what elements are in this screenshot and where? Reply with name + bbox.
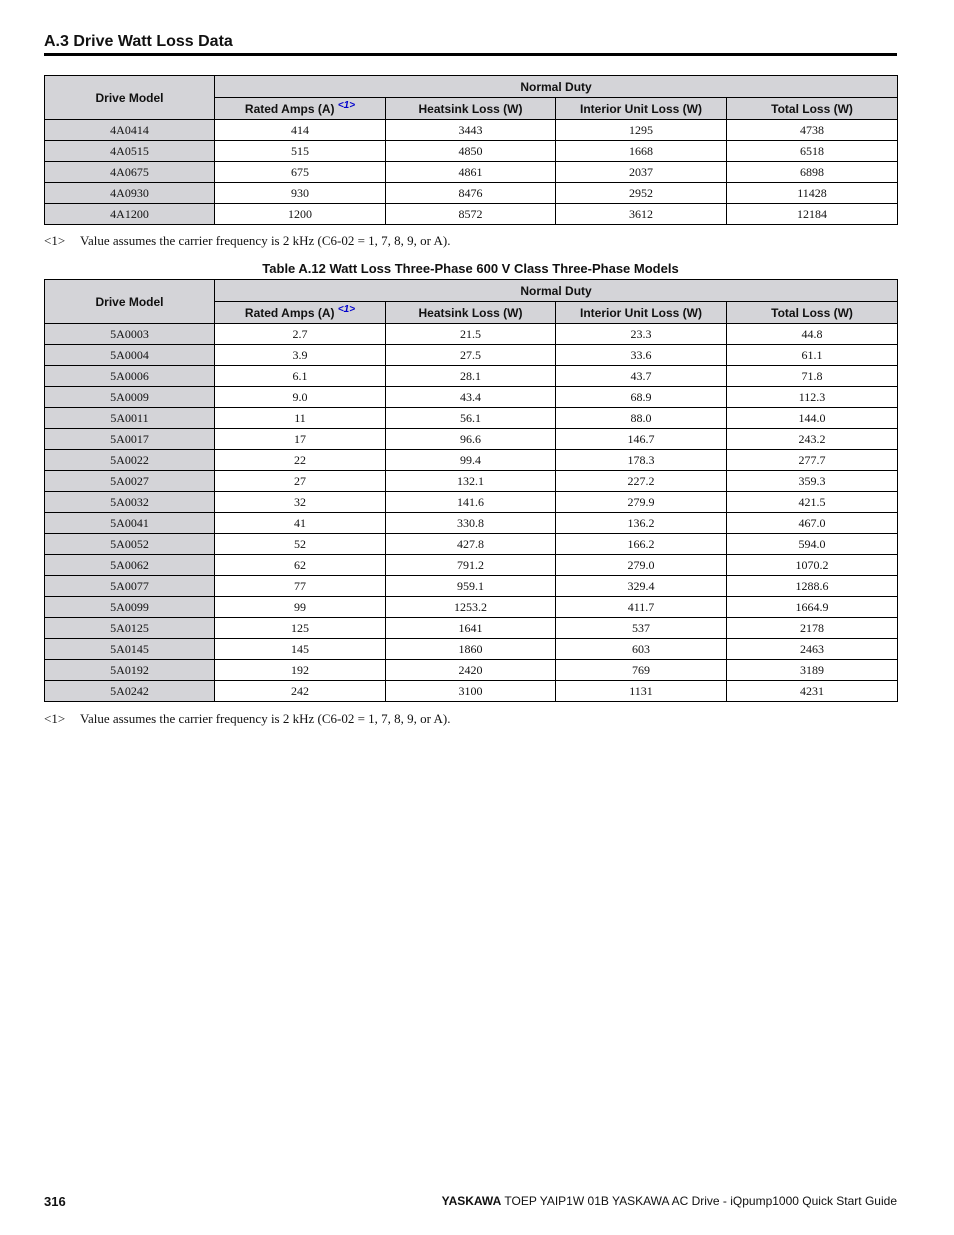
rated-amps-cell: 125: [215, 618, 386, 639]
drive-model-cell: 5A0004: [45, 345, 215, 366]
interior-loss-cell: 279.0: [556, 555, 727, 576]
interior-loss-cell: 23.3: [556, 324, 727, 345]
table-row: [45, 492, 898, 513]
interior-loss-cell: 178.3: [556, 450, 727, 471]
interior-loss-cell: 329.4: [556, 576, 727, 597]
table-row: [45, 141, 898, 162]
heatsink-loss-cell: 21.5: [386, 324, 556, 345]
total-loss-cell: 1070.2: [727, 555, 898, 576]
table-row: [45, 681, 898, 702]
rated-amps-cell: 32: [215, 492, 386, 513]
drive-model-cell: 5A0192: [45, 660, 215, 681]
total-loss-cell: 4231: [727, 681, 898, 702]
table-row: [45, 513, 898, 534]
footnote-text: Value assumes the carrier frequency is 2 kHz (C6-02 = 1, 7, 8, 9, or A).: [80, 233, 451, 248]
drive-model-cell: 5A0003: [45, 324, 215, 345]
table-row: [45, 183, 898, 204]
heatsink-loss-cell: 8572: [386, 204, 556, 225]
heatsink-loss-cell: 427.8: [386, 534, 556, 555]
footnote-text: Value assumes the carrier frequency is 2 kHz (C6-02 = 1, 7, 8, 9, or A).: [80, 711, 451, 726]
total-loss-cell: 4738: [727, 120, 898, 141]
total-loss-cell: 467.0: [727, 513, 898, 534]
total-loss-cell: 11428: [727, 183, 898, 204]
rated-amps-cell: 414: [215, 120, 386, 141]
header-heatsink-loss: Heatsink Loss (W): [386, 302, 556, 324]
table-row: [45, 450, 898, 471]
table-row: [45, 408, 898, 429]
footnote-ref-link[interactable]: <1>: [337, 303, 356, 315]
drive-model-cell: 5A0009: [45, 387, 215, 408]
rated-amps-cell: 27: [215, 471, 386, 492]
header-drive-model: Drive Model: [45, 280, 215, 324]
heatsink-loss-cell: 56.1: [386, 408, 556, 429]
total-loss-cell: 421.5: [727, 492, 898, 513]
interior-loss-cell: 2037: [556, 162, 727, 183]
rated-amps-cell: 2.7: [215, 324, 386, 345]
heatsink-loss-cell: 3100: [386, 681, 556, 702]
heatsink-loss-cell: 43.4: [386, 387, 556, 408]
interior-loss-cell: 33.6: [556, 345, 727, 366]
header-normal-duty: Normal Duty: [215, 280, 898, 302]
interior-loss-cell: 3612: [556, 204, 727, 225]
interior-loss-cell: 411.7: [556, 597, 727, 618]
heatsink-loss-cell: 3443: [386, 120, 556, 141]
total-loss-cell: 44.8: [727, 324, 898, 345]
rated-amps-cell: 515: [215, 141, 386, 162]
heatsink-loss-cell: 8476: [386, 183, 556, 204]
header-normal-duty: Normal Duty: [215, 76, 898, 98]
rated-amps-cell: 52: [215, 534, 386, 555]
rated-amps-cell: 3.9: [215, 345, 386, 366]
table-row: [45, 555, 898, 576]
total-loss-cell: 1664.9: [727, 597, 898, 618]
footnote-mark: <1>: [44, 233, 66, 248]
heatsink-loss-cell: 1253.2: [386, 597, 556, 618]
header-rated-amps: [215, 302, 386, 324]
total-loss-cell: 71.8: [727, 366, 898, 387]
drive-model-cell: 5A0125: [45, 618, 215, 639]
rated-amps-cell: 22: [215, 450, 386, 471]
table-row: [45, 345, 898, 366]
table-row: [45, 387, 898, 408]
drive-model-cell: 4A0414: [45, 120, 215, 141]
total-loss-cell: 277.7: [727, 450, 898, 471]
footer-brand: YASKAWA: [441, 1194, 502, 1208]
interior-loss-cell: 68.9: [556, 387, 727, 408]
header-interior-loss: Interior Unit Loss (W): [556, 98, 727, 120]
table2-footnote: [44, 711, 897, 727]
rated-amps-cell: 77: [215, 576, 386, 597]
table-row: [45, 471, 898, 492]
table-row: [45, 429, 898, 450]
table1-footnote: [44, 233, 897, 249]
table-row: [45, 597, 898, 618]
heatsink-loss-cell: 96.6: [386, 429, 556, 450]
drive-model-cell: 5A0145: [45, 639, 215, 660]
table-row: [45, 660, 898, 681]
header-interior-loss: Interior Unit Loss (W): [556, 302, 727, 324]
rated-amps-cell: 192: [215, 660, 386, 681]
header-rated-amps-label: Rated Amps (A): [244, 305, 335, 320]
interior-loss-cell: 88.0: [556, 408, 727, 429]
footnote-ref-link[interactable]: <1>: [337, 99, 356, 111]
total-loss-cell: 2463: [727, 639, 898, 660]
rated-amps-cell: 6.1: [215, 366, 386, 387]
table-row: [45, 639, 898, 660]
header-total-loss: Total Loss (W): [727, 98, 898, 120]
total-loss-cell: 144.0: [727, 408, 898, 429]
drive-model-cell: 5A0099: [45, 597, 215, 618]
total-loss-cell: 6518: [727, 141, 898, 162]
heatsink-loss-cell: 141.6: [386, 492, 556, 513]
drive-model-cell: 4A0675: [45, 162, 215, 183]
drive-model-cell: 4A0515: [45, 141, 215, 162]
total-loss-cell: 3189: [727, 660, 898, 681]
interior-loss-cell: 603: [556, 639, 727, 660]
drive-model-cell: 5A0077: [45, 576, 215, 597]
interior-loss-cell: 2952: [556, 183, 727, 204]
total-loss-cell: 1288.6: [727, 576, 898, 597]
header-rated-amps-label: Rated Amps (A): [244, 101, 335, 116]
table-row: [45, 534, 898, 555]
interior-loss-cell: 136.2: [556, 513, 727, 534]
watt-loss-table-400v: [44, 75, 898, 225]
interior-loss-cell: 1668: [556, 141, 727, 162]
interior-loss-cell: 146.7: [556, 429, 727, 450]
header-total-loss: Total Loss (W): [727, 302, 898, 324]
drive-model-cell: 4A0930: [45, 183, 215, 204]
rated-amps-cell: 11: [215, 408, 386, 429]
heatsink-loss-cell: 959.1: [386, 576, 556, 597]
interior-loss-cell: 227.2: [556, 471, 727, 492]
total-loss-cell: 112.3: [727, 387, 898, 408]
total-loss-cell: 12184: [727, 204, 898, 225]
interior-loss-cell: 166.2: [556, 534, 727, 555]
table-row: [45, 162, 898, 183]
heatsink-loss-cell: 132.1: [386, 471, 556, 492]
heatsink-loss-cell: 2420: [386, 660, 556, 681]
table-row: [45, 120, 898, 141]
table-row: [45, 618, 898, 639]
rated-amps-cell: 1200: [215, 204, 386, 225]
section-title: A.3 Drive Watt Loss Data: [44, 33, 897, 56]
table2-title: Table A.12 Watt Loss Three-Phase 600 V Class Three-Phase Models: [262, 261, 679, 276]
drive-model-cell: 4A1200: [45, 204, 215, 225]
header-heatsink-loss: Heatsink Loss (W): [386, 98, 556, 120]
interior-loss-cell: 769: [556, 660, 727, 681]
table-row: [45, 324, 898, 345]
total-loss-cell: 2178: [727, 618, 898, 639]
heatsink-loss-cell: 4850: [386, 141, 556, 162]
rated-amps-cell: 242: [215, 681, 386, 702]
table-row: [45, 204, 898, 225]
drive-model-cell: 5A0062: [45, 555, 215, 576]
heatsink-loss-cell: 330.8: [386, 513, 556, 534]
footer-doc-title: [442, 1194, 897, 1208]
drive-model-cell: 5A0032: [45, 492, 215, 513]
rated-amps-cell: 17: [215, 429, 386, 450]
rated-amps-cell: 41: [215, 513, 386, 534]
rated-amps-cell: 930: [215, 183, 386, 204]
total-loss-cell: 61.1: [727, 345, 898, 366]
drive-model-cell: 5A0041: [45, 513, 215, 534]
drive-model-cell: 5A0017: [45, 429, 215, 450]
footnote-mark: <1>: [44, 711, 66, 726]
drive-model-cell: 5A0052: [45, 534, 215, 555]
heatsink-loss-cell: 27.5: [386, 345, 556, 366]
header-rated-amps: [215, 98, 386, 120]
interior-loss-cell: 1131: [556, 681, 727, 702]
watt-loss-table-600v: [44, 279, 898, 702]
total-loss-cell: 243.2: [727, 429, 898, 450]
page-number: 316: [44, 1194, 66, 1209]
drive-model-cell: 5A0022: [45, 450, 215, 471]
heatsink-loss-cell: 1641: [386, 618, 556, 639]
rated-amps-cell: 9.0: [215, 387, 386, 408]
interior-loss-cell: 279.9: [556, 492, 727, 513]
table-row: [45, 366, 898, 387]
heatsink-loss-cell: 4861: [386, 162, 556, 183]
drive-model-cell: 5A0011: [45, 408, 215, 429]
total-loss-cell: 359.3: [727, 471, 898, 492]
rated-amps-cell: 145: [215, 639, 386, 660]
interior-loss-cell: 537: [556, 618, 727, 639]
total-loss-cell: 594.0: [727, 534, 898, 555]
drive-model-cell: 5A0006: [45, 366, 215, 387]
heatsink-loss-cell: 791.2: [386, 555, 556, 576]
header-drive-model: Drive Model: [45, 76, 215, 120]
drive-model-cell: 5A0242: [45, 681, 215, 702]
rated-amps-cell: 99: [215, 597, 386, 618]
heatsink-loss-cell: 1860: [386, 639, 556, 660]
drive-model-cell: 5A0027: [45, 471, 215, 492]
rated-amps-cell: 675: [215, 162, 386, 183]
heatsink-loss-cell: 28.1: [386, 366, 556, 387]
footer-doc-text: TOEP YAIP1W 01B YASKAWA AC Drive - iQpump1000 Quick Start Guide: [504, 1194, 897, 1208]
total-loss-cell: 6898: [727, 162, 898, 183]
interior-loss-cell: 1295: [556, 120, 727, 141]
rated-amps-cell: 62: [215, 555, 386, 576]
table-row: [45, 576, 898, 597]
interior-loss-cell: 43.7: [556, 366, 727, 387]
heatsink-loss-cell: 99.4: [386, 450, 556, 471]
